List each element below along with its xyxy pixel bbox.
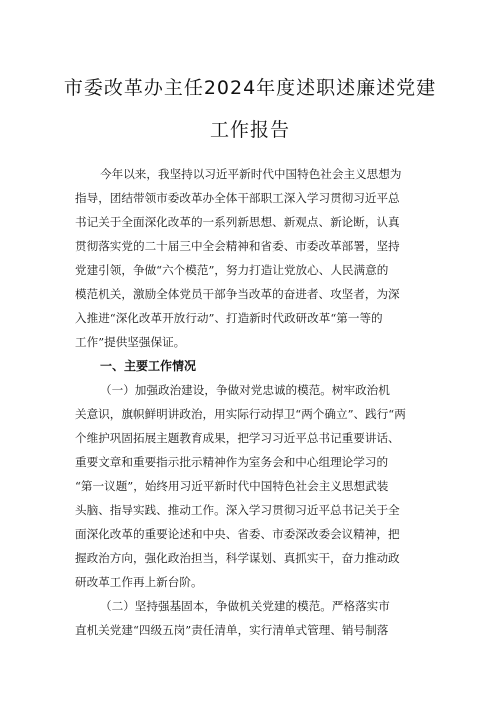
para1-line-1: （一）加强政治建设，争做对党忠诚的模范。树牢政治机 bbox=[100, 383, 390, 397]
para2-line-2: 直机关党建“四级五岗”责任清单，实行清单式管理、销号制落 bbox=[75, 623, 389, 637]
document-title-line-2: 工作报告 bbox=[209, 119, 290, 141]
section-heading: 一、主要工作情况 bbox=[100, 359, 197, 373]
para2-line-1: （二）坚持强基固本，争做机关党建的模范。严格落实市 bbox=[100, 599, 390, 613]
para1-line-7: 面深化改革的重要论述和中央、省委、市委深改委会议精神，把 bbox=[75, 527, 400, 541]
intro-line-3: 书记关于全面深化改革的一系列新思想、新观点、新论断，认真 bbox=[75, 215, 400, 229]
intro-line-6: 模范机关，激励全体党员干部争当改革的奋进者、攻坚者，为深 bbox=[75, 287, 400, 301]
intro-line-5: 党建引领，争做“六个模范”，努力打造让党放心、人民满意的 bbox=[75, 263, 389, 277]
intro-line-8: 工作”提供坚强保证。 bbox=[75, 335, 186, 349]
intro-line-2: 指导，团结带领市委改革办全体干部职工深入学习贯彻习近平总 bbox=[75, 191, 400, 205]
intro-line-7: 入推进“深化改革开放行动”、打造新时代政研改革“第一等的 bbox=[75, 311, 383, 325]
para1-line-9: 研改革工作再上新台阶。 bbox=[75, 575, 203, 589]
para1-line-2: 关意识，旗帜鲜明讲政治，用实际行动捍卫“两个确立”、践行“两 bbox=[75, 407, 406, 421]
para1-line-3: 个维护巩固拓展主题教育成果，把学习习近平总书记重要讲话、 bbox=[75, 431, 400, 445]
intro-line-4: 贯彻落实党的二十届三中全会精神和省委、市委改革部署，坚持 bbox=[75, 239, 400, 253]
intro-line-1: 今年以来，我坚持以习近平新时代中国特色社会主义思想为 bbox=[100, 167, 402, 181]
para1-line-4: 重要文章和重要指示批示精神作为室务会和中心组理论学习的 bbox=[75, 455, 389, 469]
document-title-line-1: 市委改革办主任2024年度述职述廉述党建 bbox=[63, 77, 437, 99]
para1-line-8: 握政治方向，强化政治担当，科学谋划、真抓实干，奋力推动政 bbox=[75, 551, 400, 565]
para1-line-5: “第一议题”，始终用习近平新时代中国特色社会主义思想武装 bbox=[75, 479, 389, 493]
para1-line-6: 头脑、指导实践、推动工作。深入学习贯彻习近平总书记关于全 bbox=[75, 503, 400, 517]
